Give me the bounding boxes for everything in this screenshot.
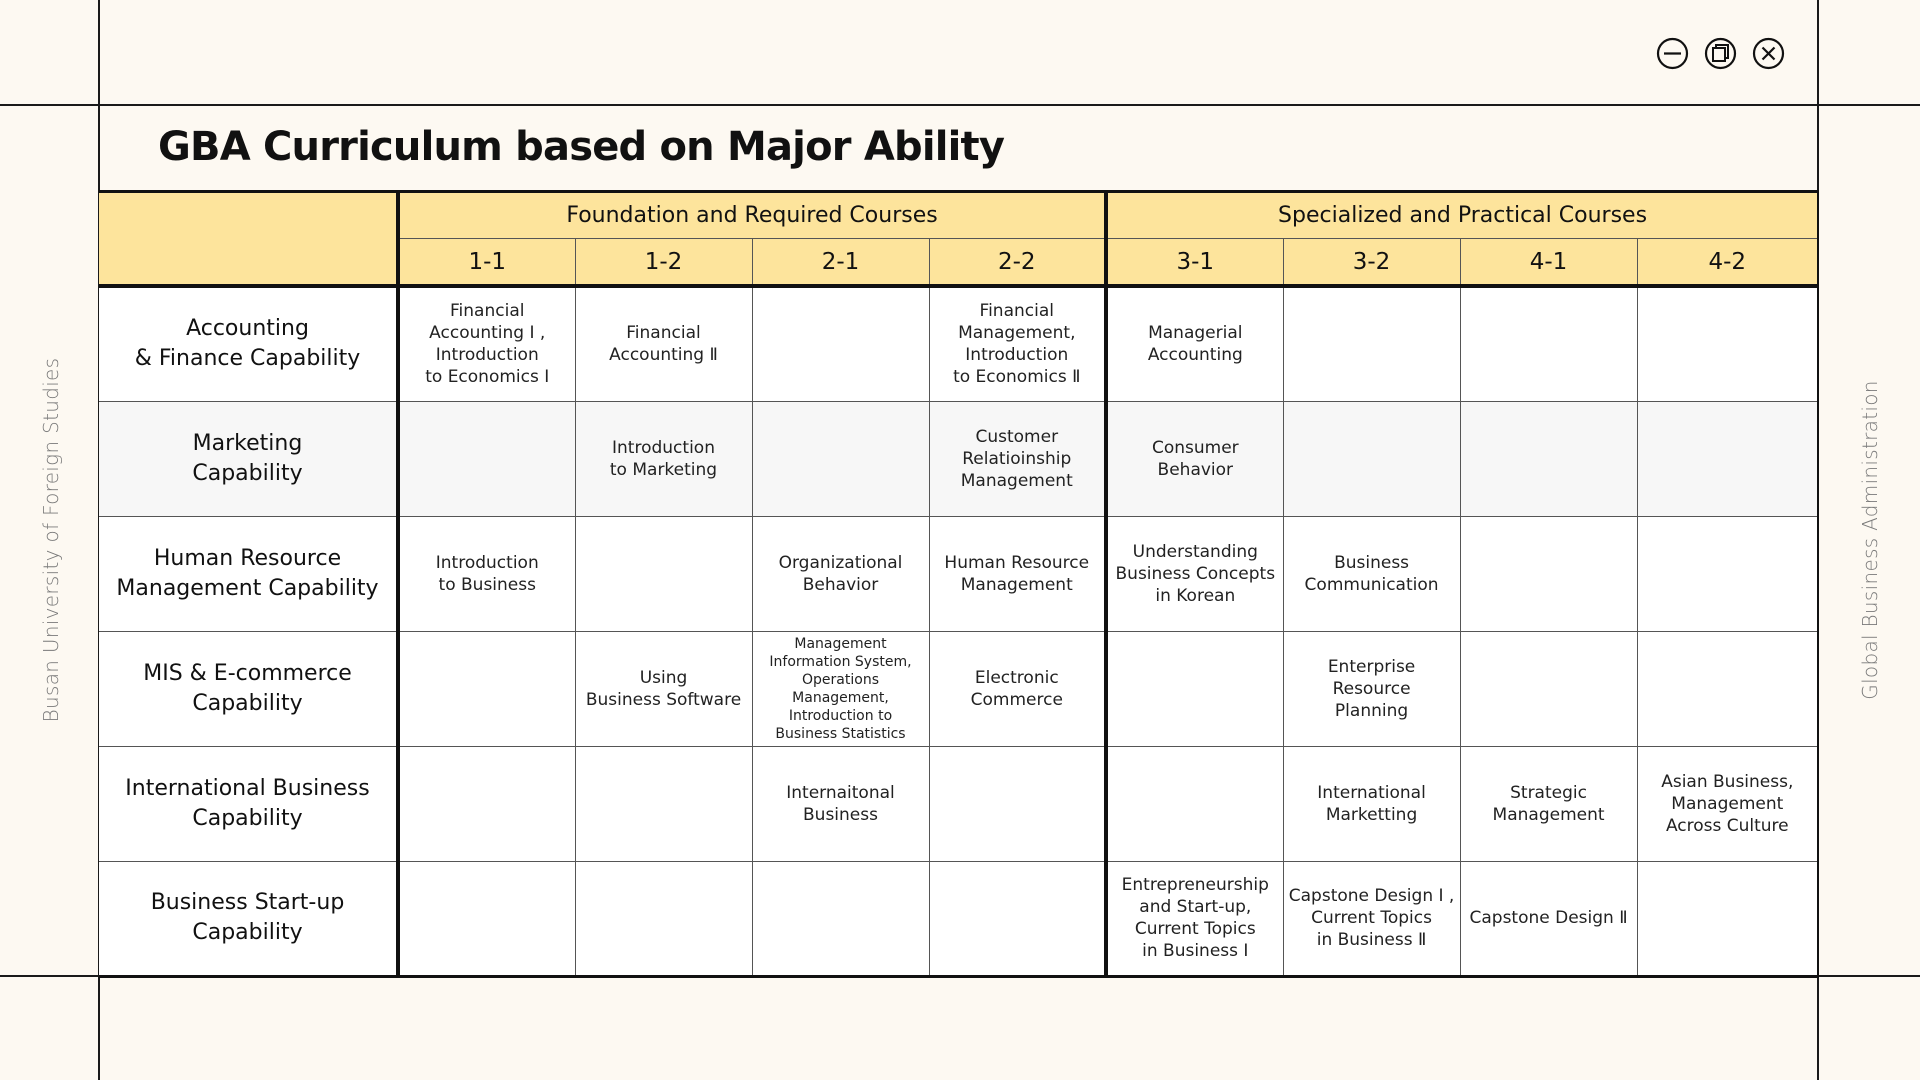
table-row	[99, 861, 1818, 976]
table-row	[99, 401, 1818, 516]
capability-label-text: MIS & E-commerce Capability	[143, 660, 352, 716]
course-cell	[929, 746, 1106, 861]
course-cell: Internaitonal Business	[752, 746, 929, 861]
course-cell: Financial Accounting Ⅰ , Introduction to Economics Ⅰ	[398, 286, 575, 401]
capability-label-text: Marketing Capability	[192, 430, 303, 486]
course-cell: Organizational Behavior	[752, 516, 929, 631]
course-cell: Customer Relatioinship Management	[929, 401, 1106, 516]
course-cell: Consumer Behavior	[1106, 401, 1283, 516]
group-header-specialized: Specialized and Practical Courses	[1106, 192, 1818, 239]
course-cell	[752, 286, 929, 401]
capability-label	[99, 516, 398, 631]
course-cell	[1637, 286, 1818, 401]
table-row	[99, 631, 1818, 746]
capability-label-text: International Business Capability	[125, 775, 370, 831]
course-cell	[1460, 286, 1637, 401]
semester-header: 1-2	[575, 239, 752, 287]
course-cell	[1283, 286, 1460, 401]
course-cell	[1637, 631, 1818, 746]
capability-label	[99, 401, 398, 516]
course-cell: Understanding Business Concepts in Korean	[1106, 516, 1283, 631]
minimize-icon[interactable]	[1656, 37, 1689, 70]
course-cell: International Marketting	[1283, 746, 1460, 861]
course-cell: Financial Management, Introduction to Economics Ⅱ	[929, 286, 1106, 401]
course-cell	[1637, 401, 1818, 516]
course-cell: Strategic Management	[1460, 746, 1637, 861]
course-cell	[1283, 401, 1460, 516]
window-controls	[1656, 37, 1785, 70]
semester-header: 3-2	[1283, 239, 1460, 287]
capability-label	[99, 746, 398, 861]
capability-label	[99, 631, 398, 746]
course-cell: Entrepreneurship and Start-up, Current Topics in Business Ⅰ	[1106, 861, 1283, 976]
group-header-foundation: Foundation and Required Courses	[398, 192, 1106, 239]
table-row	[99, 516, 1818, 631]
semester-header: 3-1	[1106, 239, 1283, 287]
frame-line-top	[0, 104, 1920, 106]
side-label-university: Busan University of Foreign Studies	[39, 357, 63, 723]
course-cell	[929, 861, 1106, 976]
capability-label	[99, 286, 398, 401]
header-corner-cell	[99, 192, 398, 287]
course-cell: Management Information System, Operations Management, Introduction to Business Statistics	[752, 631, 929, 746]
course-cell	[1460, 401, 1637, 516]
semester-header: 4-1	[1460, 239, 1637, 287]
course-cell: Enterprise Resource Planning	[1283, 631, 1460, 746]
semester-header: 2-2	[929, 239, 1106, 287]
course-cell: Capstone Design Ⅰ , Current Topics in Business Ⅱ	[1283, 861, 1460, 976]
course-cell	[752, 401, 929, 516]
course-cell	[575, 861, 752, 976]
capability-label	[99, 861, 398, 976]
course-cell	[398, 746, 575, 861]
course-cell: Financial Accounting Ⅱ	[575, 286, 752, 401]
course-cell	[1106, 746, 1283, 861]
course-cell: Introduction to Business	[398, 516, 575, 631]
course-cell	[1106, 631, 1283, 746]
table-row	[99, 286, 1818, 401]
course-cell	[398, 401, 575, 516]
semester-header: 4-2	[1637, 239, 1818, 287]
capability-label-text: Accounting & Finance Capability	[134, 316, 361, 372]
capability-label-text: Business Start-up Capability	[150, 890, 345, 945]
course-cell: Capstone Design Ⅱ	[1460, 861, 1637, 976]
course-cell	[398, 861, 575, 976]
close-icon[interactable]	[1752, 37, 1785, 70]
semester-header: 2-1	[752, 239, 929, 287]
table-row	[99, 746, 1818, 861]
course-cell	[752, 861, 929, 976]
curriculum-table	[99, 190, 1819, 978]
course-cell	[1460, 631, 1637, 746]
course-cell: Using Business Software	[575, 631, 752, 746]
semester-header: 1-1	[398, 239, 575, 287]
course-cell: Human Resource Management	[929, 516, 1106, 631]
course-cell: Introduction to Marketing	[575, 401, 752, 516]
course-cell	[1637, 516, 1818, 631]
capability-label-text: Human Resource Management Capability	[116, 545, 379, 601]
course-cell	[1460, 516, 1637, 631]
course-cell: Asian Business, Management Across Culture	[1637, 746, 1818, 861]
curriculum-body	[99, 286, 1818, 976]
course-cell: Electronic Commerce	[929, 631, 1106, 746]
course-cell	[398, 631, 575, 746]
course-cell: Managerial Accounting	[1106, 286, 1283, 401]
course-cell	[1637, 861, 1818, 976]
restore-icon[interactable]	[1704, 37, 1737, 70]
course-cell	[575, 516, 752, 631]
side-label-department: Global Business Administration	[1858, 380, 1882, 700]
page-title: GBA Curriculum based on Major Ability	[158, 124, 1005, 170]
course-cell	[575, 746, 752, 861]
course-cell: Business Communication	[1283, 516, 1460, 631]
